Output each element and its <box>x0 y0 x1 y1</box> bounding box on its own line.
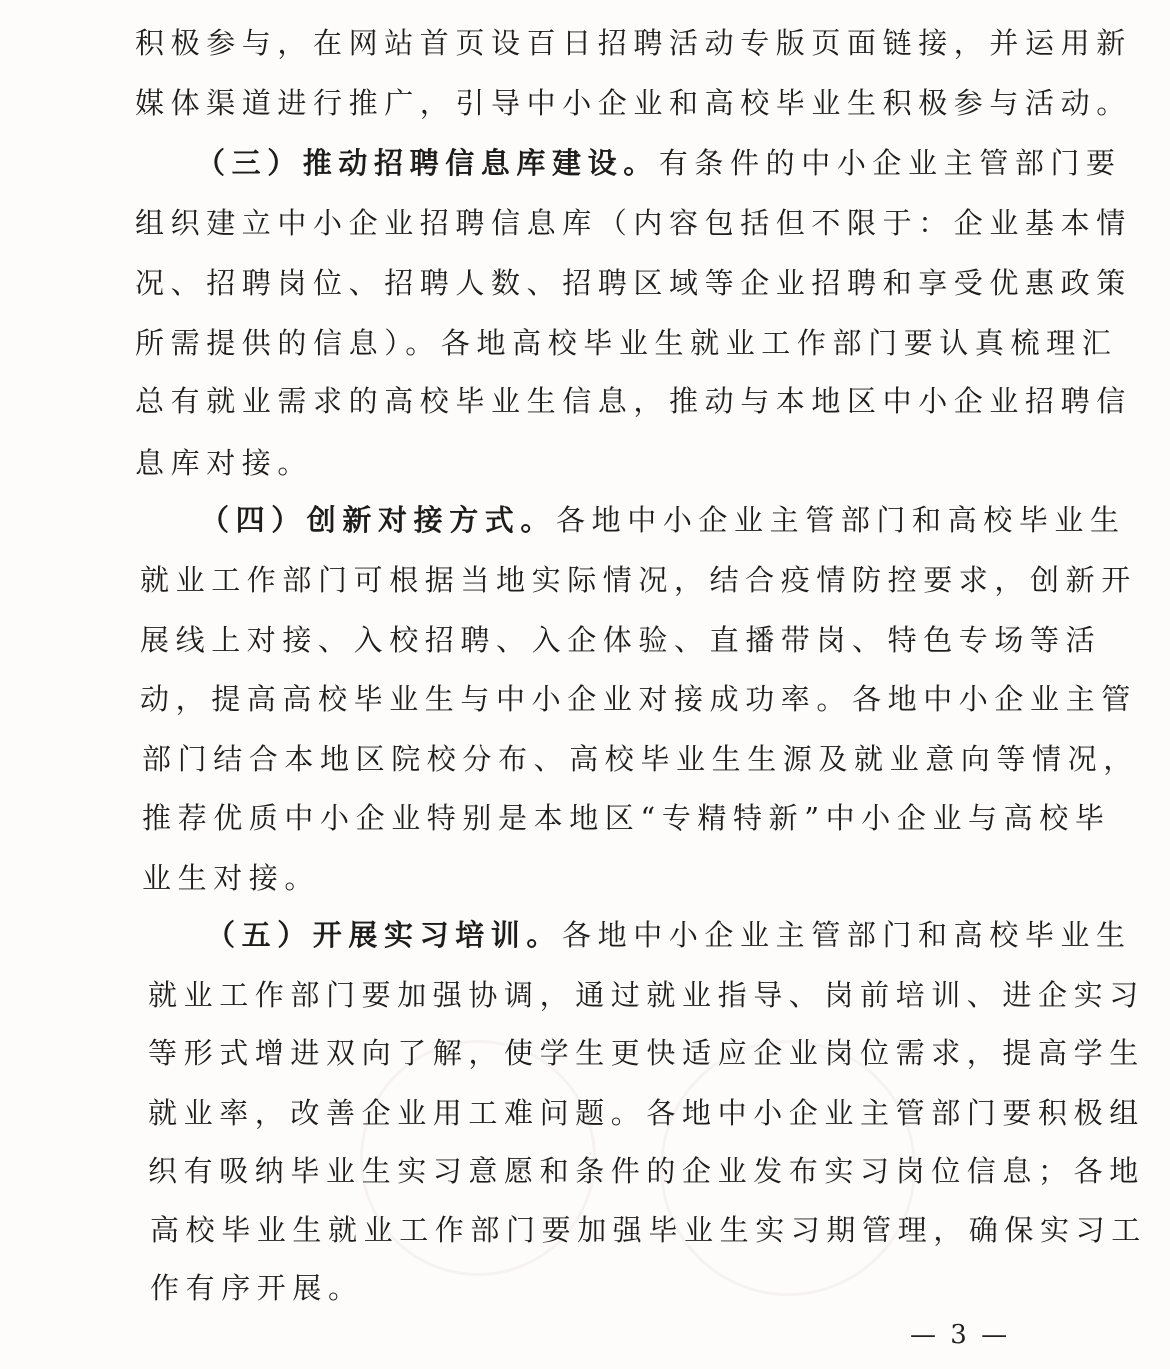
text-line <box>135 83 1132 123</box>
text-line <box>148 1151 1145 1191</box>
line-text: 就业工作部门要加强协调，通过就业指导、岗前培训、进企实习 <box>148 978 1145 1012</box>
text-line <box>148 1033 1145 1073</box>
line-text: 展线上对接、入校招聘、入企体验、直播带岗、特色专场等活 <box>140 623 1102 657</box>
line-text: 各地中小企业主管部门和高校毕业生 <box>562 918 1132 952</box>
text-line <box>206 915 1132 955</box>
text-line <box>135 323 1117 363</box>
text-line <box>142 798 1110 838</box>
text-line <box>135 381 1132 421</box>
line-text: 部门结合本地区院校分布、高校毕业生生源及就业意向等情况， <box>142 742 1139 776</box>
line-text: 织有吸纳毕业生实习意愿和条件的企业发布实习岗位信息；各地 <box>148 1154 1145 1188</box>
line-text: 有条件的中小企业主管部门要 <box>658 146 1122 180</box>
text-line <box>142 858 320 898</box>
page-number: — 3 — <box>910 1320 1011 1350</box>
line-text: 就业工作部门可根据当地实际情况，结合疫情防控要求，创新开 <box>140 563 1137 597</box>
text-line <box>150 1268 364 1308</box>
line-text: 积极参与，在网站首页设百日招聘活动专版页面链接，并运用新 <box>135 26 1132 60</box>
text-line <box>196 143 1122 183</box>
section-heading: （五）开展实习培训。 <box>206 918 563 952</box>
line-text: 组织建立中小企业招聘信息库（内容包括但不限于：企业基本情 <box>135 206 1132 240</box>
line-text: 就业率，改善企业用工难问题。各地中小企业主管部门要积极组 <box>148 1096 1145 1130</box>
text-line <box>150 1210 1147 1250</box>
text-line <box>135 263 1132 303</box>
text-line <box>140 560 1137 600</box>
section-heading: （四）创新对接方式。 <box>200 503 557 537</box>
line-text: 作有序开展。 <box>150 1271 364 1305</box>
text-line <box>148 1093 1145 1133</box>
line-text: 息库对接。 <box>135 446 314 480</box>
line-text: 所需提供的信息）。各地高校毕业生就业工作部门要认真梳理汇 <box>135 326 1118 360</box>
line-text: 各地中小企业主管部门和高校毕业生 <box>556 503 1126 537</box>
line-text: 媒体渠道进行推广，引导中小企业和高校毕业生积极参与活动。 <box>135 86 1132 120</box>
line-text: 况、招聘岗位、招聘人数、招聘区域等企业招聘和享受优惠政策 <box>135 266 1132 300</box>
line-text: 总有就业需求的高校毕业生信息，推动与本地区中小企业招聘信 <box>135 384 1132 418</box>
text-line <box>140 679 1137 719</box>
text-line <box>135 203 1132 243</box>
line-text: 等形式增进双向了解，使学生更快适应企业岗位需求，提高学生 <box>148 1036 1145 1070</box>
line-text: 推荐优质中小企业特别是本地区“专精特新”中小企业与高校毕 <box>142 801 1111 835</box>
text-line <box>140 620 1101 660</box>
line-text: 动，提高高校毕业生与中小企业对接成功率。各地中小企业主管 <box>140 682 1137 716</box>
text-line <box>142 739 1139 779</box>
text-line <box>135 443 313 483</box>
section-heading: （三）推动招聘信息库建设。 <box>196 146 659 180</box>
text-line <box>135 23 1132 63</box>
text-line <box>200 500 1126 540</box>
line-text: 业生对接。 <box>142 861 321 895</box>
text-line <box>148 975 1145 1015</box>
line-text: 高校毕业生就业工作部门要加强毕业生实习期管理，确保实习工 <box>150 1213 1147 1247</box>
